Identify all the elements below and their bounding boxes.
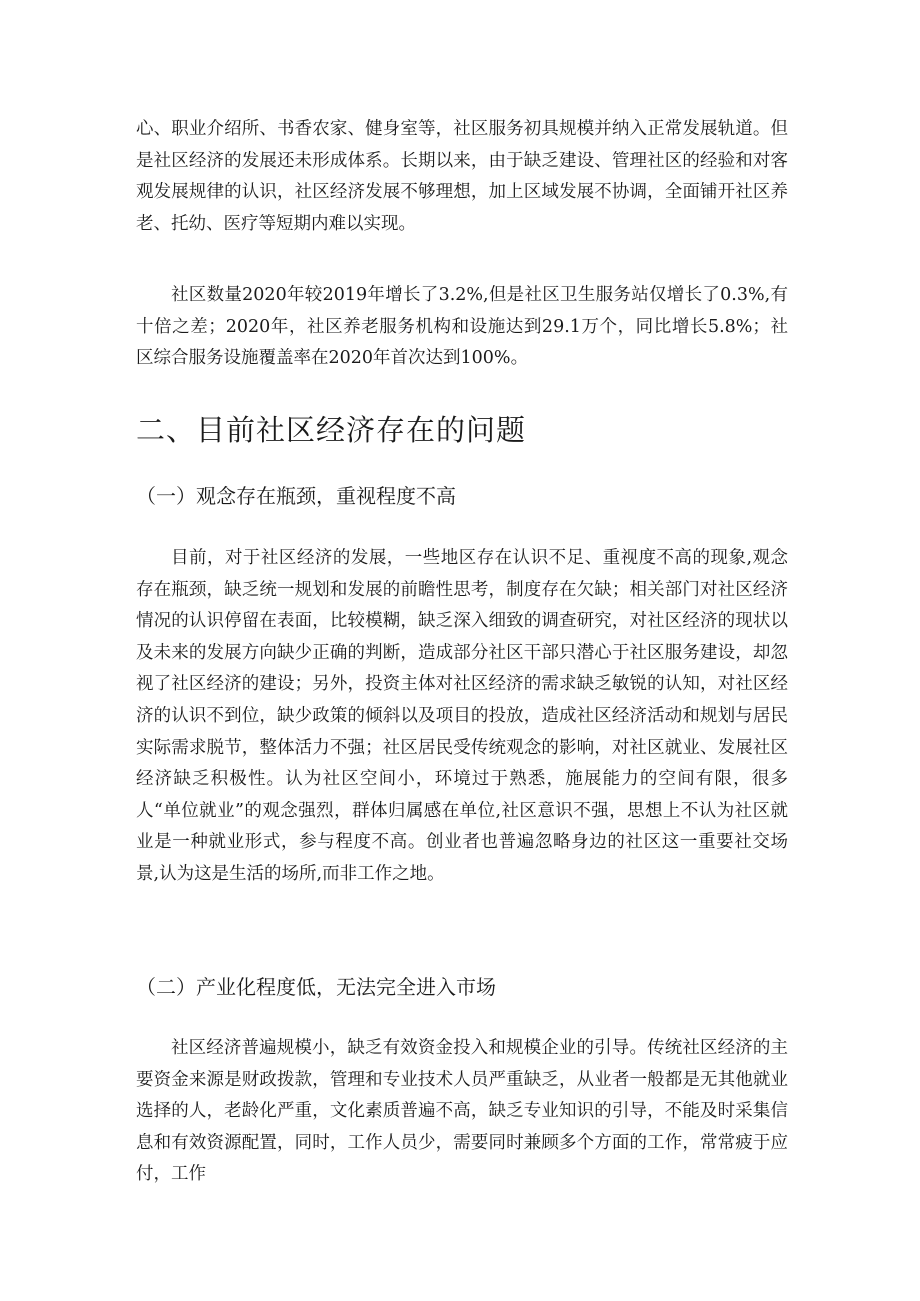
section-heading: 二、目前社区经济存在的问题	[136, 413, 527, 447]
subsection-heading-2: （二）产业化程度低，无法完全进入市场	[136, 975, 496, 999]
intro-paragraph-continued: 心、职业介绍所、书香农家、健身室等，社区服务初具规模并纳入正常发展轨道。但是社区经济的发展还未形成体系。长期以来，由于缺乏建设、管理社区的经验和对客观发展规律的认识，社区经济发展不够理想，加上区域发展不协调，全面铺开社区养老、托幼、医疗等短期内难以实现。	[136, 119, 788, 234]
subsection-1-body: 目前，对于社区经济的发展，一些地区存在认识不足、重视度不高的现象,观念存在瓶颈，缺乏统一规划和发展的前瞻性思考，制度存在欠缺；相关部门对社区经济情况的认识停留在表面，比较模糊，缺乏深入细致的调查研究，对社区经济的现状以及未来的发展方向缺少正确的判断，造成部分社区干部只潜心于社区服务建设，却忽视了社区经济的建设；另外，投资主体对社区经济的需求缺乏敏锐的认知，对社区经济的认识不到位，缺少政策的倾斜以及项目的投放，造成社区经济活动和规划与居民实际需求脱节，整体活力不强；社区居民受传统观念的影响，对社区就业、发展社区经济缺乏积极性。认为社区空间小，环境过于熟悉，施展能力的空间有限，很多人“单位就业”的观念强烈，群体归属感在单位,社区意识不强，思想上不认为社区就业是一种就业形式，参与程度不高。创业者也普遍忽略身边的社区这一重要社交场景,认为这是生活的场所,而非工作之地。	[136, 548, 788, 884]
subsection-2-body: 社区经济普遍规模小，缺乏有效资金投入和规模企业的引导。传统社区经济的主要资金来源是财政拨款，管理和专业技术人员严重缺乏，从业者一般都是无其他就业选择的人，老龄化严重，文化素质普遍不高，缺乏专业知识的引导，不能及时采集信息和有效资源配置，同时，工作人员少，需要同时兼顾多个方面的工作，常常疲于应付，工作	[136, 1038, 788, 1185]
intro-statistics-paragraph: 社区数量2020年较2019年增长了3.2%,但是社区卫生服务站仅增长了0.3%,有十倍之差；2020年，社区养老服务机构和设施达到29.1万个，同比增长5.8%；社区综合服务设施覆盖率在2020年首次达到100%。	[136, 285, 788, 369]
subsection-heading-1: （一）观念存在瓶颈，重视程度不高	[136, 484, 456, 508]
